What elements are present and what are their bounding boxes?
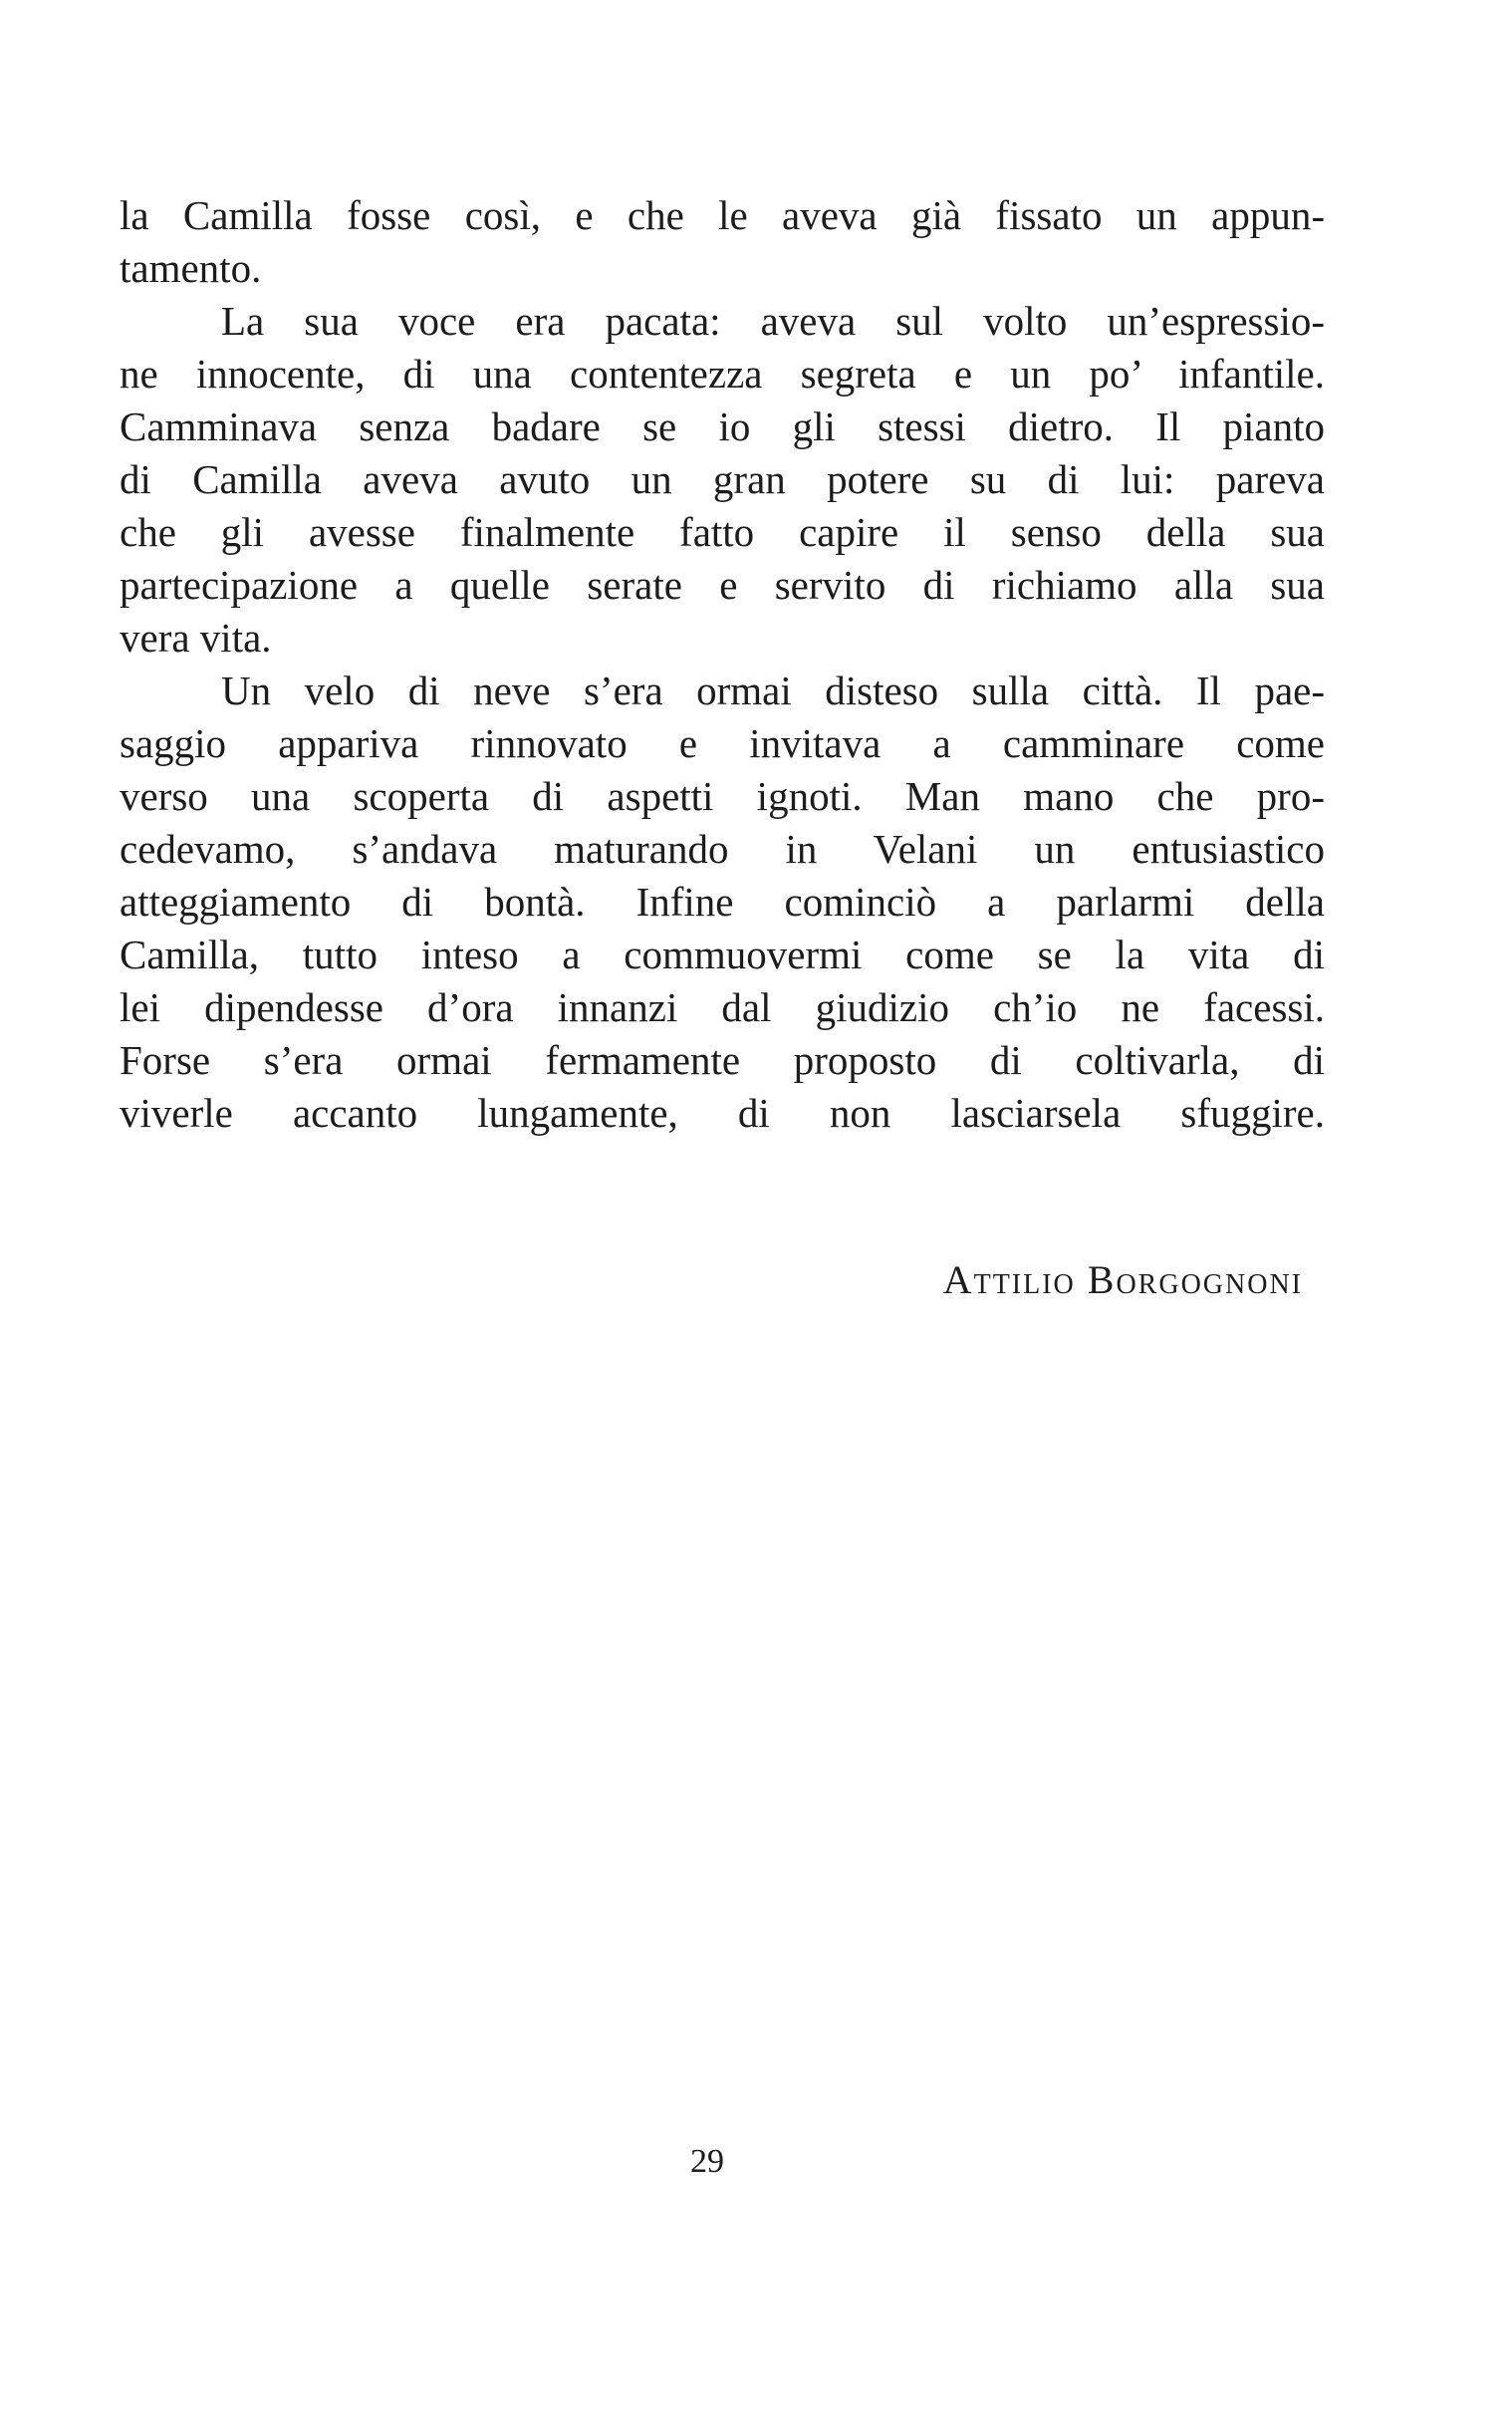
text-line: viverle accanto lungamente, di non lasciarsela sfuggire.	[120, 1090, 1325, 1136]
text-line: di Camilla aveva avuto un gran potere su di lui: pareva	[120, 456, 1325, 502]
text-line: Forse s’era ormai fermamente proposto di coltivarla, di	[120, 1037, 1325, 1083]
text-line: saggio appariva rinnovato e invitava a camminare come	[120, 720, 1325, 766]
text-line: ne innocente, di una contentezza segreta e un po’ infantile.	[120, 351, 1325, 397]
text-line: la Camilla fosse così, e che le aveva già fissato un appun-	[120, 192, 1325, 238]
text-line: La sua voce era pacata: aveva sul volto un’espressio-	[221, 298, 1325, 344]
text-line: Camminava senza badare se io gli stessi dietro. Il pianto	[120, 403, 1325, 449]
text-line: verso una scoperta di aspetti ignoti. Man mano che pro-	[120, 773, 1325, 819]
text-line: lei dipendesse d’ora innanzi dal giudizio ch’io ne facessi.	[120, 984, 1325, 1030]
text-line: Un velo di neve s’era ormai disteso sulla città. Il pae-	[221, 668, 1325, 713]
text-line: partecipazione a quelle serate e servito di richiamo alla sua	[120, 562, 1325, 608]
text-line: Camilla, tutto inteso a commuovermi come se la vita di	[120, 932, 1325, 977]
page-number: 29	[690, 2143, 724, 2180]
author-signature: Attilio Borgognoni	[942, 1257, 1303, 1302]
text-line: vera vita.	[120, 615, 272, 661]
text-line: atteggiamento di bontà. Infine cominciò a parlarmi della	[120, 879, 1325, 925]
text-line: tamento.	[120, 245, 262, 291]
text-line: che gli avesse finalmente fatto capire il senso della sua	[120, 509, 1325, 555]
text-line: cedevamo, s’andava maturando in Velani un entusiastico	[120, 826, 1325, 872]
body-text	[120, 189, 1325, 1140]
